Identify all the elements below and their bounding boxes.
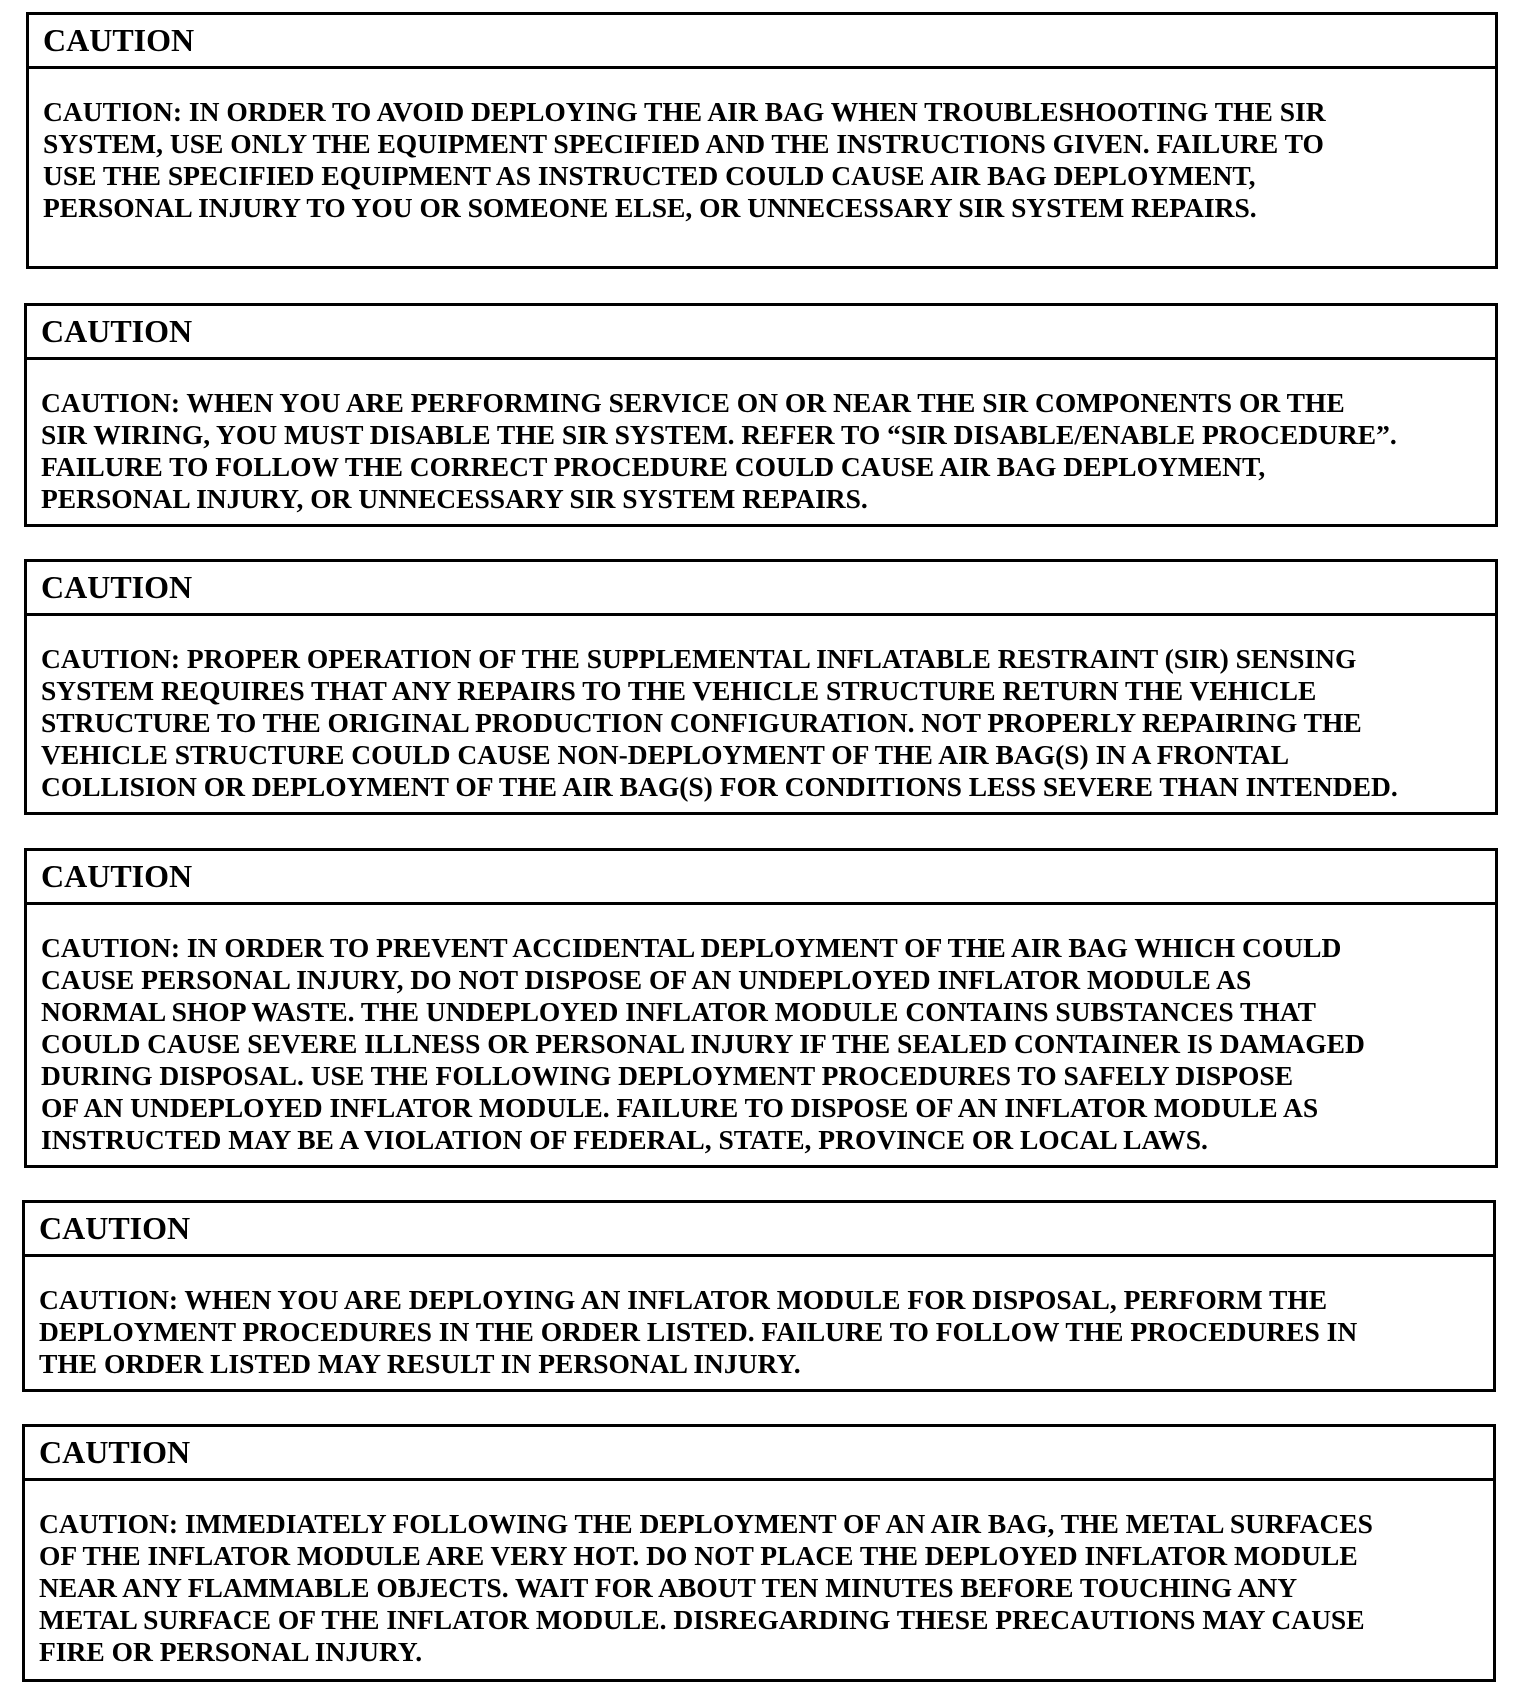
caution-box-4	[24, 848, 1498, 1168]
caution-line: COULD CAUSE SEVERE ILLNESS OR PERSONAL INJURY IF THE SEALED CONTAINER IS DAMAGED	[41, 1028, 1365, 1059]
caution-box-2	[24, 303, 1498, 527]
caution-text	[27, 905, 1495, 1156]
caution-header: CAUTION	[25, 1427, 1493, 1481]
caution-box-6	[22, 1424, 1496, 1682]
caution-line: OF AN UNDEPLOYED INFLATOR MODULE. FAILURE TO DISPOSE OF AN INFLATOR MODULE AS	[41, 1092, 1319, 1123]
caution-line: CAUTION: IN ORDER TO AVOID DEPLOYING THE AIR BAG WHEN TROUBLESHOOTING THE SIR	[43, 96, 1326, 127]
caution-line: CAUTION: WHEN YOU ARE DEPLOYING AN INFLATOR MODULE FOR DISPOSAL, PERFORM THE	[39, 1284, 1328, 1315]
caution-text	[27, 360, 1495, 515]
caution-header: CAUTION	[29, 15, 1495, 69]
caution-header: CAUTION	[27, 562, 1495, 616]
caution-line: FIRE OR PERSONAL INJURY.	[39, 1636, 423, 1667]
caution-line: METAL SURFACE OF THE INFLATOR MODULE. DISREGARDING THESE PRECAUTIONS MAY CAUSE	[39, 1604, 1365, 1635]
caution-line: SYSTEM REQUIRES THAT ANY REPAIRS TO THE VEHICLE STRUCTURE RETURN THE VEHICLE	[41, 675, 1317, 706]
caution-line: SIR WIRING, YOU MUST DISABLE THE SIR SYSTEM. REFER TO “SIR DISABLE/ENABLE PROCEDURE”.	[41, 419, 1397, 450]
caution-line: USE THE SPECIFIED EQUIPMENT AS INSTRUCTED COULD CAUSE AIR BAG DEPLOYMENT,	[43, 160, 1256, 191]
caution-box-3	[24, 559, 1498, 815]
caution-line: VEHICLE STRUCTURE COULD CAUSE NON-DEPLOYMENT OF THE AIR BAG(S) IN A FRONTAL	[41, 739, 1290, 770]
caution-line: CAUSE PERSONAL INJURY, DO NOT DISPOSE OF AN UNDEPLOYED INFLATOR MODULE AS	[41, 964, 1252, 995]
caution-line: OF THE INFLATOR MODULE ARE VERY HOT. DO NOT PLACE THE DEPLOYED INFLATOR MODULE	[39, 1540, 1358, 1571]
caution-line: DURING DISPOSAL. USE THE FOLLOWING DEPLOYMENT PROCEDURES TO SAFELY DISPOSE	[41, 1060, 1294, 1091]
caution-header: CAUTION	[25, 1203, 1493, 1257]
caution-line: DEPLOYMENT PROCEDURES IN THE ORDER LISTED. FAILURE TO FOLLOW THE PROCEDURES IN	[39, 1316, 1358, 1347]
caution-text	[27, 616, 1495, 803]
caution-line: STRUCTURE TO THE ORIGINAL PRODUCTION CONFIGURATION. NOT PROPERLY REPAIRING THE	[41, 707, 1362, 738]
caution-box-1	[26, 12, 1498, 269]
caution-text	[25, 1481, 1493, 1668]
caution-line: NORMAL SHOP WASTE. THE UNDEPLOYED INFLATOR MODULE CONTAINS SUBSTANCES THAT	[41, 996, 1316, 1027]
caution-header: CAUTION	[27, 851, 1495, 905]
caution-line: CAUTION: WHEN YOU ARE PERFORMING SERVICE ON OR NEAR THE SIR COMPONENTS OR THE	[41, 387, 1345, 418]
caution-box-5	[22, 1200, 1496, 1392]
caution-line: SYSTEM, USE ONLY THE EQUIPMENT SPECIFIED AND THE INSTRUCTIONS GIVEN. FAILURE TO	[43, 128, 1324, 159]
caution-line: PERSONAL INJURY, OR UNNECESSARY SIR SYSTEM REPAIRS.	[41, 483, 868, 514]
caution-line: CAUTION: IN ORDER TO PREVENT ACCIDENTAL DEPLOYMENT OF THE AIR BAG WHICH COULD	[41, 932, 1342, 963]
caution-line: PERSONAL INJURY TO YOU OR SOMEONE ELSE, OR UNNECESSARY SIR SYSTEM REPAIRS.	[43, 192, 1257, 223]
caution-line: INSTRUCTED MAY BE A VIOLATION OF FEDERAL, STATE, PROVINCE OR LOCAL LAWS.	[41, 1124, 1208, 1155]
caution-line: FAILURE TO FOLLOW THE CORRECT PROCEDURE COULD CAUSE AIR BAG DEPLOYMENT,	[41, 451, 1266, 482]
caution-line: NEAR ANY FLAMMABLE OBJECTS. WAIT FOR ABOUT TEN MINUTES BEFORE TOUCHING ANY	[39, 1572, 1298, 1603]
caution-header: CAUTION	[27, 306, 1495, 360]
caution-line: CAUTION: IMMEDIATELY FOLLOWING THE DEPLOYMENT OF AN AIR BAG, THE METAL SURFACES	[39, 1508, 1373, 1539]
caution-text	[29, 69, 1495, 224]
caution-line: THE ORDER LISTED MAY RESULT IN PERSONAL INJURY.	[39, 1348, 801, 1379]
caution-line: COLLISION OR DEPLOYMENT OF THE AIR BAG(S) FOR CONDITIONS LESS SEVERE THAN INTENDED.	[41, 771, 1398, 802]
caution-line: CAUTION: PROPER OPERATION OF THE SUPPLEMENTAL INFLATABLE RESTRAINT (SIR) SENSING	[41, 643, 1357, 674]
caution-text	[25, 1257, 1493, 1380]
